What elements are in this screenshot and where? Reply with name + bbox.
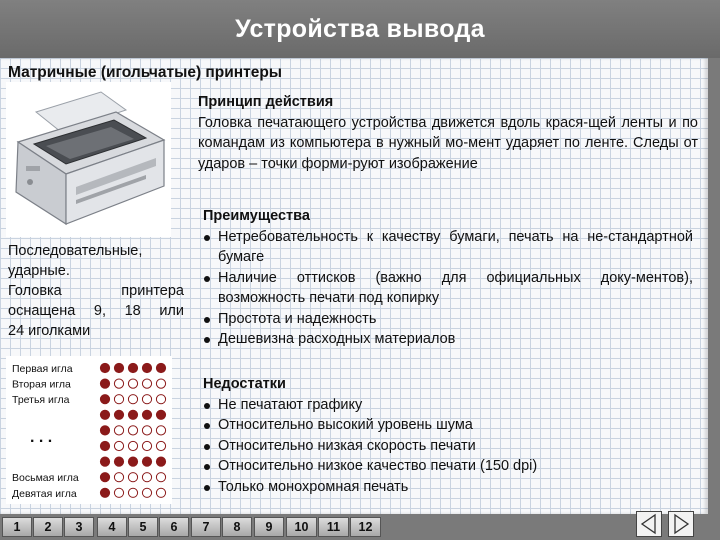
needle-dot	[100, 379, 109, 388]
next-slide-button[interactable]	[668, 511, 694, 537]
needle-dot	[142, 488, 151, 497]
needle-dot	[128, 457, 137, 466]
description-line: оснащена 9, 18 или	[8, 303, 184, 319]
advantages-title: Преимущества	[203, 208, 310, 224]
needle-dot	[128, 441, 137, 450]
nav-page-button[interactable]: 12	[350, 517, 381, 537]
ellipsis-label: . . .	[30, 429, 53, 446]
list-item: Не печатают графику	[203, 395, 693, 416]
needle-dot	[156, 363, 165, 372]
disadvantages-title: Недостатки	[203, 376, 286, 392]
printer-description	[8, 241, 184, 341]
needle-dot	[156, 395, 165, 404]
needle-dot	[128, 379, 137, 388]
needle-dot	[142, 473, 151, 482]
list-item: Дешевизна расходных материалов	[203, 329, 693, 350]
nav-page-button[interactable]: 1	[2, 517, 32, 537]
needle-dot	[156, 379, 165, 388]
needle-dot	[114, 457, 123, 466]
description-line: Последовательные,	[8, 243, 143, 259]
needle-dot	[114, 379, 123, 388]
list-item: Наличие оттисков (важно для официальных доку-ментов), возможность печати под копирку	[203, 268, 693, 309]
needle-dot	[156, 488, 165, 497]
needle-dot	[100, 426, 109, 435]
needle-dot	[156, 457, 165, 466]
needle-label: Вторая игла	[12, 378, 71, 391]
nav-page-button[interactable]: 7	[191, 517, 221, 537]
list-item: Только монохромная печать	[203, 477, 693, 498]
needle-dot	[100, 441, 109, 450]
needle-dot	[128, 363, 137, 372]
needle-dot	[156, 426, 165, 435]
list-item: Относительно низкое качество печати (150 dpi)	[203, 456, 693, 477]
needle-dot	[142, 395, 151, 404]
advantages-section	[203, 206, 693, 350]
needle-dot	[142, 379, 151, 388]
needle-dot	[156, 473, 165, 482]
needle-label: Девятая игла	[12, 487, 77, 500]
disadvantages-list	[203, 395, 693, 498]
slide-title: Устройства вывода	[235, 14, 485, 43]
triangle-left-icon	[637, 512, 661, 536]
list-item: Относительно низкая скорость печати	[203, 436, 693, 457]
needle-dot	[156, 410, 165, 419]
needle-dot	[114, 363, 123, 372]
needle-dot	[156, 441, 165, 450]
disadvantages-section	[203, 374, 693, 497]
nav-page-button[interactable]: 6	[159, 517, 189, 537]
title-bar	[0, 0, 720, 58]
needle-label: Третья игла	[12, 394, 70, 407]
needle-dot	[114, 441, 123, 450]
triangle-right-icon	[669, 512, 693, 536]
list-item: Простота и надежность	[203, 309, 693, 330]
needle-dot	[114, 410, 123, 419]
needle-dot	[142, 410, 151, 419]
needle-dot	[114, 395, 123, 404]
description-line: Головка принтера	[8, 283, 184, 299]
nav-page-button[interactable]: 4	[97, 517, 127, 537]
principle-title: Принцип действия	[198, 94, 334, 110]
principle-section	[198, 92, 698, 174]
list-item: Нетребовательность к качеству бумаги, печать на не-стандартной бумаге	[203, 227, 693, 268]
nav-page-button[interactable]: 11	[318, 517, 349, 537]
needle-dot	[114, 426, 123, 435]
needle-dot	[100, 395, 109, 404]
needle-dot	[100, 457, 109, 466]
needle-dot	[114, 473, 123, 482]
needle-dot	[128, 426, 137, 435]
needle-label: Первая игла	[12, 363, 73, 375]
needle-dot	[142, 363, 151, 372]
nav-page-button[interactable]: 9	[254, 517, 284, 537]
needle-dot	[100, 410, 109, 419]
nav-page-button[interactable]: 10	[286, 517, 317, 537]
needle-dot	[128, 410, 137, 419]
needle-dot	[114, 488, 123, 497]
needle-dot	[128, 473, 137, 482]
description-line: 24 иголками	[8, 323, 91, 339]
advantages-list	[203, 227, 693, 350]
description-line: ударные.	[8, 263, 70, 279]
needle-dot	[142, 441, 151, 450]
needle-dot	[100, 473, 109, 482]
printer-image	[6, 82, 171, 237]
needle-dot	[100, 363, 109, 372]
needle-dot	[142, 426, 151, 435]
needle-label: Восьмая игла	[12, 472, 79, 485]
nav-page-button[interactable]: 8	[222, 517, 252, 537]
needle-matrix-diagram	[6, 356, 172, 504]
needle-dot	[128, 488, 137, 497]
list-item: Относительно высокий уровень шума	[203, 415, 693, 436]
section-heading: Матричные (игольчатые) принтеры	[8, 64, 283, 81]
needle-dot	[142, 457, 151, 466]
needle-dot	[100, 488, 109, 497]
principle-body: Головка печатающего устройства движется вдоль крася-щей ленты и по командам из компьютера в нужный мо-мент ударяет по ленте. Следы от ударов – точки форми-руют изображение	[198, 114, 698, 172]
nav-page-button[interactable]: 5	[128, 517, 158, 537]
needle-dot	[128, 395, 137, 404]
nav-page-button[interactable]: 2	[33, 517, 63, 537]
nav-page-button[interactable]: 3	[64, 517, 94, 537]
previous-slide-button[interactable]	[636, 511, 662, 537]
